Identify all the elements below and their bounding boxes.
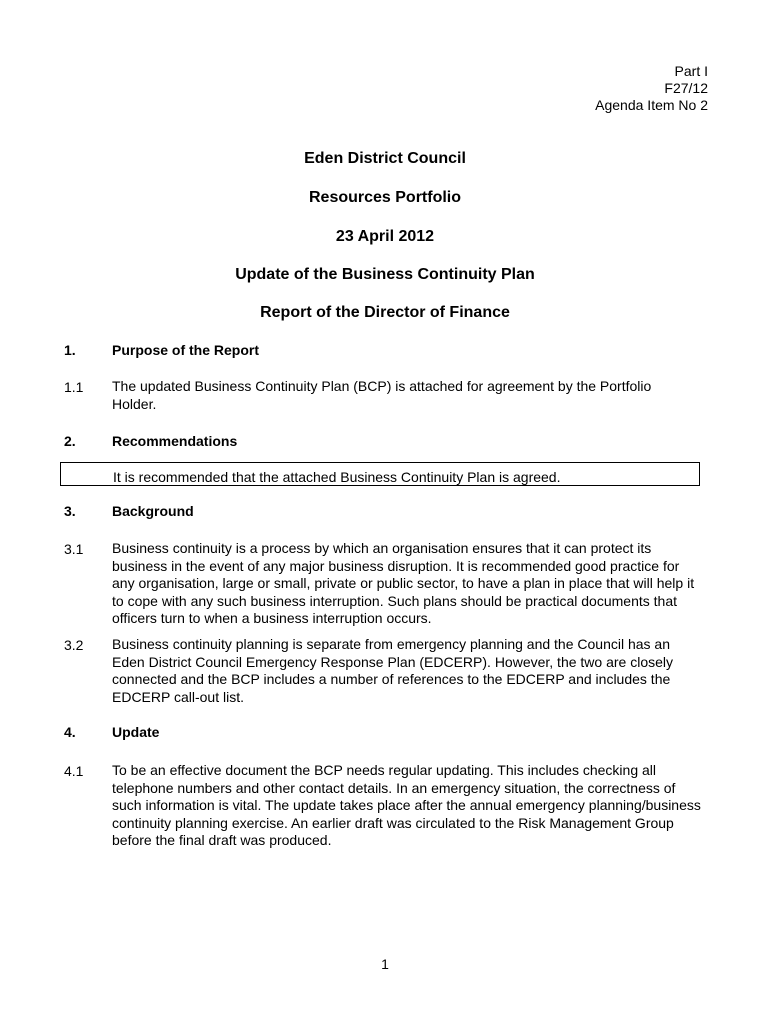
reference-code: F27/12 — [664, 80, 708, 96]
para-1-1-number: 1.1 — [64, 379, 84, 395]
council-title: Eden District Council — [304, 150, 466, 167]
agenda-item: Agenda Item No 2 — [595, 97, 708, 113]
section-4-number: 4. — [64, 724, 76, 740]
para-3-2-text: Business continuity planning is separate from emergency planning and the Council has an Eden District Council Emergency Response Plan (EDCERP). However, the two are closely connected and the BCP includes a number of references to the EDCERP and includes the EDCERP call-out list. — [112, 636, 674, 705]
report-of-title: Report of the Director of Finance — [260, 304, 510, 321]
section-2-number: 2. — [64, 433, 76, 449]
section-3-number: 3. — [64, 503, 76, 519]
date-title: 23 April 2012 — [335, 228, 435, 245]
para-4-1-text: To be an effective document the BCP needs regular updating. This includes checking all telephone numbers and other contact details. In an emergency situation, the correctness of such information is vital. The update takes place after the annual emergency planning/business continuity planning exercise. An earlier draft was circulated to the Risk Management Group before the final draft was produced. — [112, 762, 701, 848]
para-3-1-text: Business continuity is a process by which an organisation ensures that it can protect its business in the event of any major business disruption. It is recommended good practice for any organisation, large or small, private or public sector, to have a plan in place that will help it to cope with any such business interruption. Such plans should be practical documents that officers turn to when a business interruption occurs. — [112, 540, 695, 626]
header-reference — [595, 63, 708, 114]
section-2-heading: Recommendations — [112, 433, 238, 449]
recommendation-text: It is recommended that the attached Business Continuity Plan is agreed. — [113, 469, 561, 485]
section-4-heading: Update — [112, 724, 160, 740]
part-label: Part I — [674, 63, 708, 79]
recommendation-box — [60, 462, 700, 486]
subject-title: Update of the Business Continuity Plan — [235, 266, 535, 283]
page-number: 1 — [381, 956, 389, 972]
para-3-2-number: 3.2 — [64, 637, 84, 653]
para-3-1-number: 3.1 — [64, 541, 84, 557]
portfolio-title: Resources Portfolio — [308, 189, 462, 206]
para-4-1-number: 4.1 — [64, 763, 84, 779]
section-1-number: 1. — [64, 342, 76, 358]
section-3-heading: Background — [112, 503, 194, 519]
section-1-heading: Purpose of the Report — [112, 342, 260, 358]
para-1-1-text: The updated Business Continuity Plan (BCP) is attached for agreement by the Portfolio Holder. — [112, 378, 652, 412]
